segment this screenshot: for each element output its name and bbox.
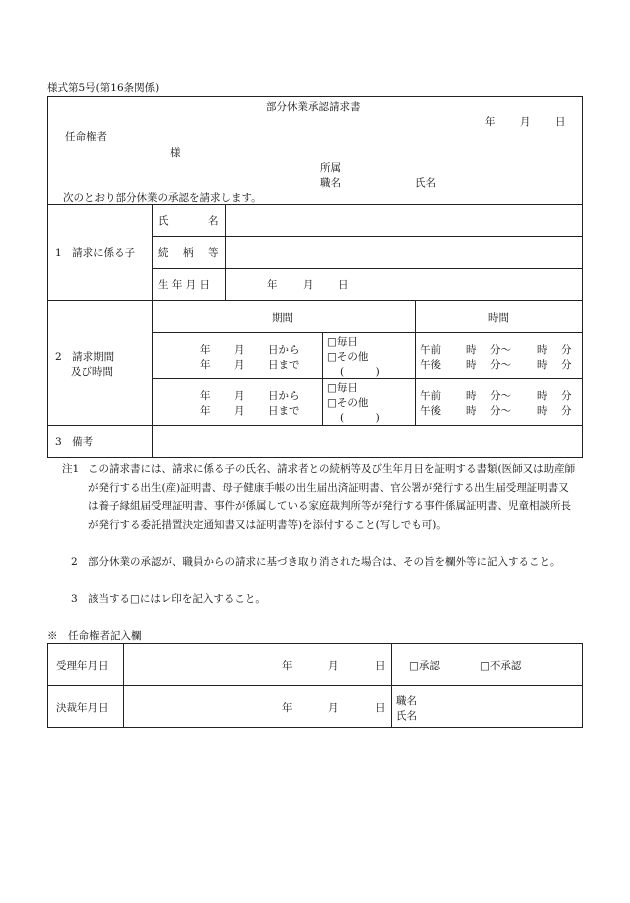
appointer-section-heading: ※ 任命権者記入欄	[47, 630, 142, 642]
am-label: 午前	[420, 344, 441, 356]
received-date-label: 受理年月日	[56, 660, 109, 672]
pm-label: 午後	[420, 359, 441, 371]
minute-label: 分	[561, 359, 572, 371]
section3-label: 3 備考	[55, 436, 94, 448]
decided-year-label: 年	[282, 702, 293, 714]
time-header: 時間	[488, 312, 509, 324]
note-text: 部分休業の承認が、職員からの請求に基づき取り消された場合は、その旨を欄外等に記入すること。	[88, 556, 561, 568]
section2-label: 2 請求期間	[55, 351, 115, 363]
period-year-label: 年	[200, 359, 211, 371]
note-text: この請求書には、請求に係る子の氏名、請求者との続柄等及び生年月日を証明する書類(医師又は助産師が発行する出生(産)証明書、母子健康手帳の出生届出済証明書、官公署が発行する出生届受理証明書又は養子縁組届受理証明書、事件が係属している家庭裁判所等が発行する事件係属証明書、児童相談所長が発行する委託措置決定通知書又は証明書等)を添付すること(写しでも可)。	[88, 463, 576, 531]
period-year-label: 年	[200, 405, 211, 417]
minute-label: 分	[561, 390, 572, 402]
form-number: 様式第5号(第16条関係)	[47, 82, 160, 94]
note-number: 3	[71, 593, 78, 605]
name-label: 氏名	[415, 177, 436, 189]
divider-line	[225, 204, 226, 300]
child-name-label: 名	[208, 215, 219, 227]
divider-line	[415, 300, 416, 425]
relation-label: 等	[208, 247, 219, 259]
position-label: 職名	[320, 177, 341, 189]
note-number: 注1	[62, 463, 80, 475]
divider-line	[391, 643, 392, 728]
divider-line	[123, 643, 124, 728]
period-to-label: 日まで	[268, 359, 300, 371]
section1-label: 1 請求に係る子	[55, 247, 136, 259]
pm-label: 午後	[420, 405, 441, 417]
divider-line	[152, 204, 153, 458]
divider-line	[152, 236, 583, 237]
approver-name-label: 氏名	[396, 710, 417, 722]
period-month-label: 月	[234, 405, 245, 417]
birth-month-label: 月	[303, 279, 314, 291]
other-checkbox[interactable]: □その他	[327, 397, 369, 409]
appointer-label: 任命権者	[65, 131, 107, 143]
period-year-label: 年	[200, 390, 211, 402]
minute-label: 分	[561, 405, 572, 417]
received-year-label: 年	[282, 660, 293, 672]
note-1	[62, 460, 582, 534]
decided-date-label: 決裁年月日	[56, 702, 109, 714]
period-from-label: 日から	[268, 344, 300, 356]
hour-label: 時	[466, 390, 477, 402]
request-statement: 次のとおり部分休業の承認を請求します。	[63, 192, 262, 204]
section2-label-sub: 及び時間	[71, 366, 113, 378]
relation-label: 続	[158, 247, 169, 259]
birth-day-label: 日	[338, 279, 349, 291]
received-day-label: 日	[375, 660, 386, 672]
hour-label: 時	[466, 405, 477, 417]
divider-line	[47, 425, 583, 426]
approve-checkbox[interactable]: □承認	[409, 660, 440, 672]
birth-year-label: 年	[267, 279, 278, 291]
decided-day-label: 日	[375, 702, 386, 714]
other-checkbox[interactable]: □その他	[327, 351, 369, 363]
disapprove-checkbox[interactable]: □不承認	[480, 660, 522, 672]
period-year-label: 年	[200, 344, 211, 356]
period-month-label: 月	[234, 390, 245, 402]
hour-label: 時	[537, 359, 548, 371]
note-text: 該当する□にはレ印を記入すること。	[88, 593, 266, 605]
note-number: 2	[71, 556, 78, 568]
date-year-label: 年	[485, 116, 496, 128]
daily-checkbox[interactable]: □毎日	[327, 336, 358, 348]
period-header: 期間	[272, 312, 293, 324]
hour-label: 時	[537, 405, 548, 417]
minute-label: 分	[561, 344, 572, 356]
hour-label: 時	[537, 344, 548, 356]
period-month-label: 月	[234, 344, 245, 356]
am-label: 午前	[420, 390, 441, 402]
birthdate-label: 生 年 月 日	[158, 279, 211, 291]
period-month-label: 月	[234, 359, 245, 371]
relation-label: 柄	[183, 247, 194, 259]
received-month-label: 月	[328, 660, 339, 672]
note-2	[62, 553, 582, 590]
divider-line	[47, 300, 583, 301]
divider-line	[152, 332, 583, 333]
period-to-label: 日まで	[268, 405, 300, 417]
date-month-label: 月	[520, 116, 531, 128]
minute-from-label: 分〜	[490, 405, 511, 417]
note-3	[62, 590, 582, 609]
hour-label: 時	[466, 344, 477, 356]
hour-label: 時	[537, 390, 548, 402]
divider-line	[152, 268, 583, 269]
divider-line	[322, 332, 323, 425]
minute-from-label: 分〜	[490, 344, 511, 356]
period-from-label: 日から	[268, 390, 300, 402]
affiliation-label: 所属	[320, 162, 341, 174]
date-day-label: 日	[555, 116, 566, 128]
decided-month-label: 月	[328, 702, 339, 714]
daily-checkbox[interactable]: □毎日	[327, 382, 358, 394]
sama-label: 様	[170, 147, 181, 159]
other-detail-field[interactable]: ( )	[340, 412, 380, 424]
form-title: 部分休業承認請求書	[266, 101, 361, 113]
minute-from-label: 分〜	[490, 359, 511, 371]
approver-position-label: 職名	[396, 695, 417, 707]
child-name-label: 氏	[158, 215, 169, 227]
hour-label: 時	[466, 359, 477, 371]
minute-from-label: 分〜	[490, 390, 511, 402]
other-detail-field[interactable]: ( )	[340, 366, 380, 378]
divider-line	[47, 685, 583, 686]
